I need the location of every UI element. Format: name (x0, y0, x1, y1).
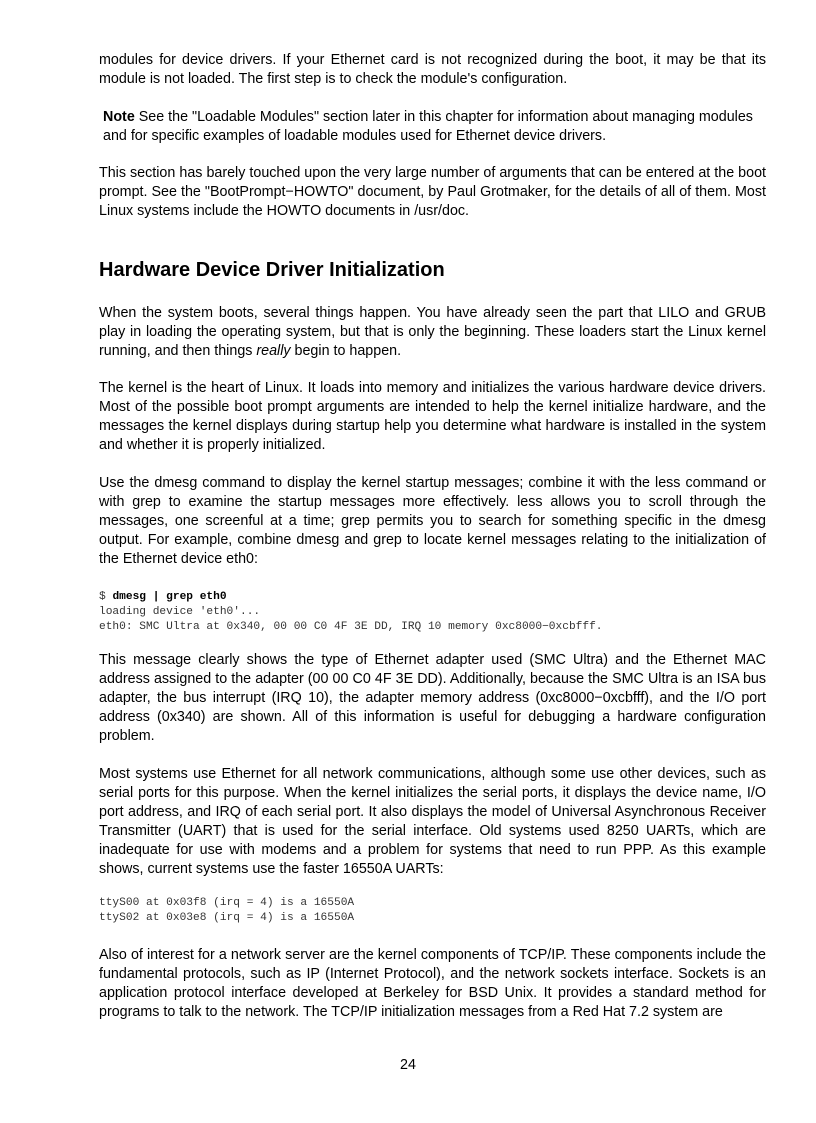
note-block (103, 108, 768, 146)
p3-emphasis: really (256, 343, 291, 359)
paragraph-boot-prompt: This section has barely touched upon the very large number of arguments that can be entered at the boot prompt. See the "BootPrompt−HOWTO" document, by Paul Grotmaker, for the details of all of them. Most Linux systems include the HOWTO documents in /usr/doc. (99, 165, 766, 219)
page-number: 24 (400, 1057, 416, 1073)
code-line: ttyS02 at 0x03e8 (irq = 4) is a 16550A (99, 912, 355, 924)
p3-before: When the system boots, several things happen. You have already seen the part that LILO and GRUB play in loading the operating system, but that is only the beginning. These loaders start the Linux kernel running, and then things (99, 305, 766, 359)
shell-command: dmesg | grep eth0 (112, 591, 227, 603)
code-line: loading device 'eth0'... (99, 606, 261, 618)
shell-prompt: $ (99, 591, 113, 603)
note-label: Note (103, 109, 135, 125)
paragraph-tcpip: Also of interest for a network server are the kernel components of TCP/IP. These components include the fundamental protocols, such as IP (Internet Protocol), and the network sockets interface. Sockets is an application protocol interface developed at Berkeley for BSD Unix. It provides a standard method for programs to talk to the network. The TCP/IP initialization messages from a Red Hat 7.2 system are (99, 947, 766, 1020)
code-block-dmesg (99, 590, 603, 635)
paragraph-smc-ultra: This message clearly shows the type of Ethernet adapter used (SMC Ultra) and the Ethernet MAC address assigned to the adapter (00 00 C0 4F 3E DD). Additionally, because the SMC Ultra is an ISA bus adapter, the bus interrupt (IRQ 10), the adapter memory address (0xc8000−0xcbfff), and the I/O port address (0x340) are shown. All of this information is useful for debugging a hardware configuration problem. (99, 652, 766, 744)
code-line-command (99, 590, 603, 605)
code-line: eth0: SMC Ultra at 0x340, 00 00 C0 4F 3E DD, IRQ 10 memory 0xc8000−0xcbfff. (99, 621, 603, 633)
paragraph-dmesg: Use the dmesg command to display the kernel startup messages; combine it with the less command or with grep to examine the startup messages more effectively. less allows you to scroll through the messages, one screenful at a time; grep permits you to search for something specific in the dmesg output. For example, combine dmesg and grep to locate kernel messages relating to the initialization of the Ethernet device eth0: (99, 475, 766, 567)
code-block-serial (99, 896, 354, 926)
section-heading: Hardware Device Driver Initialization (99, 259, 445, 281)
paragraph-system-boots (99, 304, 766, 361)
note-text: See the "Loadable Modules" section later in this chapter for information about managing modules and for specific examples of loadable modules used for Ethernet device drivers. (103, 109, 753, 144)
p3-after: begin to happen. (290, 343, 402, 359)
paragraph-serial-ports: Most systems use Ethernet for all network communications, although some use other devices, such as serial ports for this purpose. When the kernel initializes the serial ports, it displays the device name, I/O port address, and IRQ of each serial port. It also displays the model of Universal Asynchronous Receiver Transmitter (UART) that is used for the serial interface. Old systems used 8250 UARTs, which are inadequate for use with modems and a problem for systems that need to run PPP. As this example shows, current systems use the faster 16550A UARTs: (99, 766, 766, 877)
code-line: ttyS00 at 0x03f8 (irq = 4) is a 16550A (99, 897, 355, 909)
paragraph-kernel-heart: The kernel is the heart of Linux. It loads into memory and initializes the various hardware device drivers. Most of the possible boot prompt arguments are intended to help the kernel initialize hardware, and the messages the kernel displays during startup help you determine what hardware is installed in the system and whether it is properly initialized. (99, 380, 766, 453)
paragraph-module-check: modules for device drivers. If your Ethernet card is not recognized during the boot, it may be that its module is not loaded. The first step is to check the module's configuration. (99, 52, 766, 87)
